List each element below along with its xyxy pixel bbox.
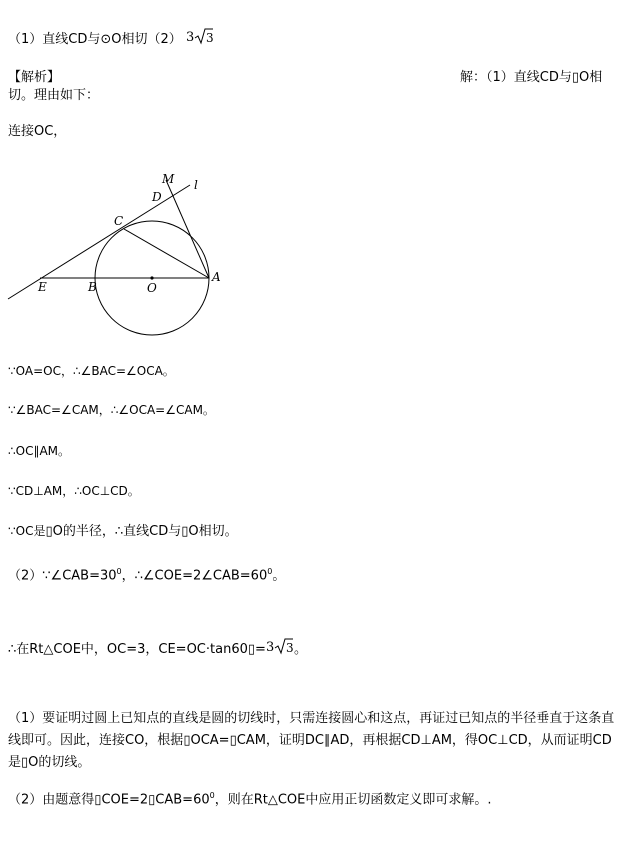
step-6: $(2)\because\angle CAB=30^0$，$\therefore\angle COE=2\angle CAB=60^0$。 [8, 567, 286, 584]
svg-text:3: 3 [205, 31, 214, 45]
step-7: ∴在Rt△COE中，OC=3，CE=OC·tan60▯= 3 3 。 [8, 636, 307, 663]
degree-mark: 0 [267, 567, 273, 576]
analysis-heading: 【解析】 [8, 70, 61, 85]
box-glyph: ▯ [181, 524, 189, 539]
sqrt-symbol [186, 26, 214, 46]
answer-part1: （1）直线CD与⊙O相切（2） [8, 32, 182, 47]
connect-oc: 连接OC， [8, 124, 67, 139]
line-l [8, 185, 190, 299]
box-glyph: ▯ [571, 70, 580, 85]
label-a: A [212, 270, 221, 284]
label-o: O [147, 281, 157, 295]
step-5: ∵OC是▯O的半径，∴直线CD与▯O相切。 [8, 524, 238, 539]
sqrt-expression [266, 636, 294, 663]
label-l: l [194, 178, 198, 192]
step-3: ∴OC∥AM。 [8, 444, 71, 458]
solution-start: 解：（1）直线CD与▯O相 [460, 70, 603, 85]
label-b: B [88, 280, 97, 294]
geometry-figure [0, 165, 240, 345]
box-glyph: ▯ [94, 792, 102, 808]
note-2: （2）由题意得$▯COE=2▯CAB=60^0$，则在Rt△COE中应用正切函数定义即可求解。. [8, 791, 492, 808]
point-o [150, 276, 153, 279]
degree-mark: 0 [209, 791, 215, 800]
label-e: E [38, 280, 47, 294]
answer-line [8, 26, 214, 53]
svg-text:3: 3 [265, 640, 275, 655]
box-glyph: ▯ [45, 524, 53, 539]
label-c: C [114, 214, 124, 228]
box-glyph: ▯ [21, 755, 29, 770]
line-a-m [166, 180, 209, 278]
sqrt-symbol [266, 636, 294, 656]
box-glyph: ▯ [183, 733, 191, 748]
step-4: ∵CD⊥AM，∴OC⊥CD。 [8, 484, 140, 498]
solution-cont: 切。理由如下： [8, 88, 100, 103]
box-glyph: ▯ [148, 792, 156, 808]
step-2: ∵∠BAC=∠CAM，∴∠OCA=∠CAM。 [8, 403, 215, 417]
label-m: M [162, 172, 175, 186]
sqrt-expression [186, 26, 214, 53]
box-glyph: ▯ [229, 733, 237, 748]
step-1: ∵OA=OC，∴∠BAC=∠OCA。 [8, 364, 175, 378]
box-glyph: ▯ [247, 642, 256, 657]
svg-text:3: 3 [185, 30, 195, 45]
label-d: D [152, 190, 162, 204]
degree-mark: 0 [116, 567, 122, 576]
note-1: （1）要证明过圆上已知点的直线是圆的切线时，只需连接圆心和这点，再证过已知点的半径垂直于这条直线即可。因此，连接CO，根据▯OCA=▯CAM，证明DC∥AD，再根据CD⊥AM，得OC⊥CD，从而证明CD是▯O的切线。 [8, 711, 615, 770]
line-c-a [124, 229, 209, 278]
svg-text:3: 3 [285, 641, 294, 655]
